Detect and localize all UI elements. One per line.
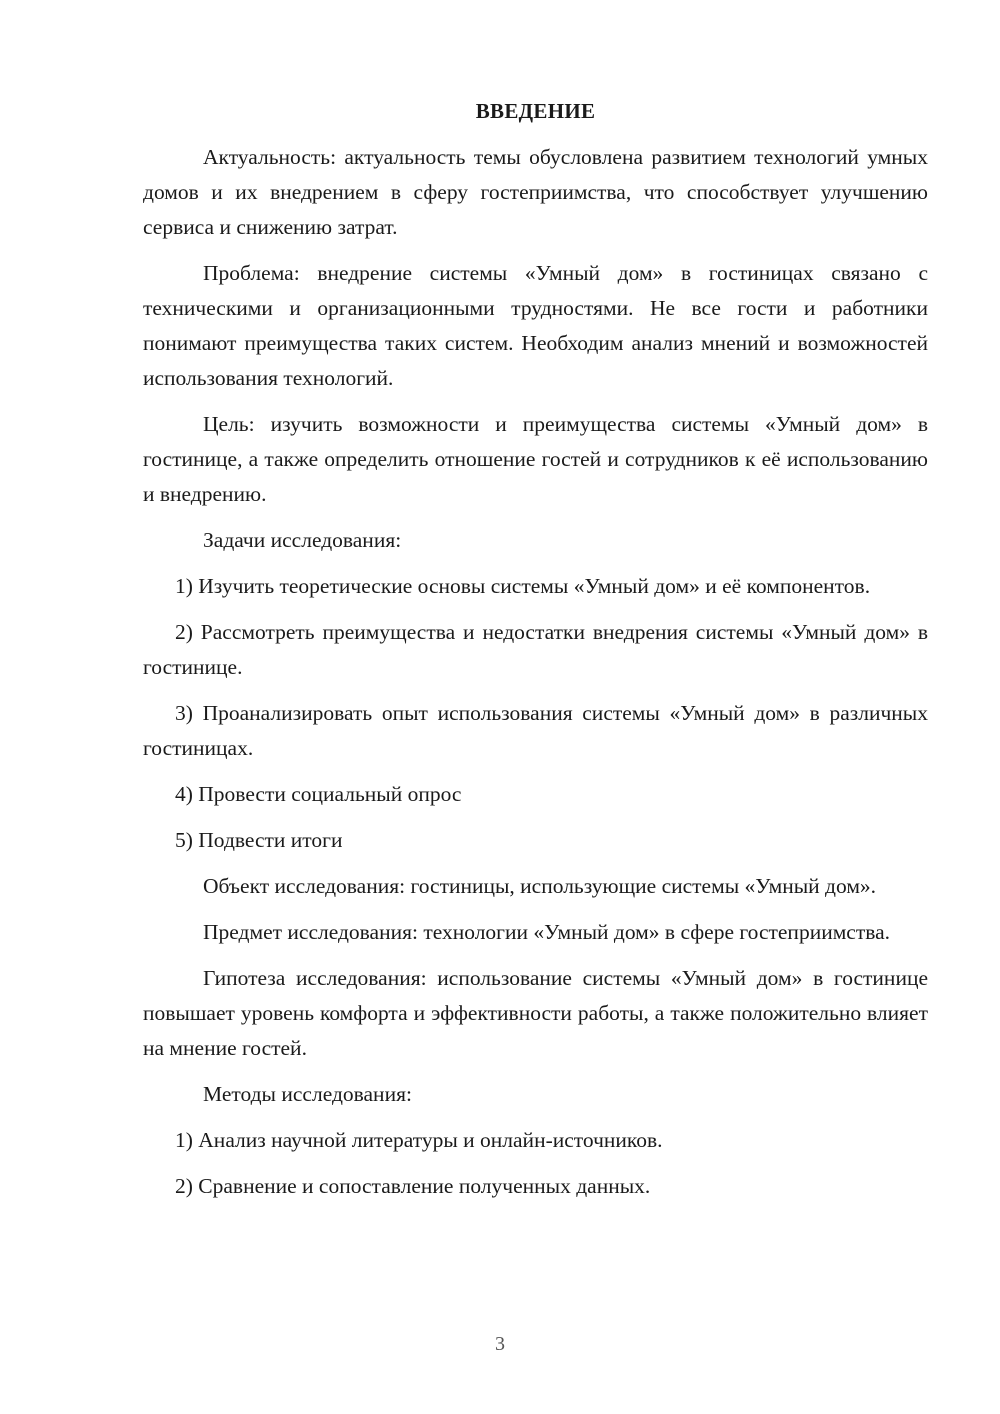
methods-label: Методы исследования: [203,1082,412,1106]
object-paragraph: Объект исследования: гостиницы, использующие системы «Умный дом». [203,874,877,898]
method-item: 2) Сравнение и сопоставление полученных данных. [175,1174,651,1198]
page-number: 3 [495,1333,505,1355]
task-item: 4) Провести социальный опрос [175,782,462,806]
goal-paragraph: Цель: изучить возможности и преимущества системы «Умный дом» в гостинице, а также определить отношение гостей и сотрудников к её использованию и внедрению. [143,412,928,506]
document-page [143,96,928,1215]
task-item: 1) Изучить теоретические основы системы «Умный дом» и её компонентов. [175,574,871,598]
actuality-paragraph: Актуальность: актуальность темы обусловлена развитием технологий умных домов и их внедрением в сферу гостеприимства, что способствует улучшению сервиса и снижению затрат. [143,145,928,239]
hypothesis-paragraph: Гипотеза исследования: использование системы «Умный дом» в гостинице повышает уровень комфорта и эффективности работы, а также положительно влияет на мнение гостей. [143,966,928,1060]
method-item: 1) Анализ научной литературы и онлайн-источников. [175,1128,663,1152]
task-item: 3) Проанализировать опыт использования системы «Умный дом» в различных гостиницах. [143,701,928,760]
subject-paragraph: Предмет исследования: технологии «Умный дом» в сфере гостеприимства. [203,920,891,944]
task-item: 5) Подвести итоги [175,828,343,852]
tasks-label: Задачи исследования: [203,528,402,552]
section-heading: ВВЕДЕНИЕ [475,99,596,123]
task-item: 2) Рассмотреть преимущества и недостатки внедрения системы «Умный дом» в гостинице. [143,620,928,679]
problem-paragraph: Проблема: внедрение системы «Умный дом» в гостиницах связано с техническими и организационными трудностями. Не все гости и работники понимают преимущества таких систем. Необходим анализ мнений и возможностей использования технологий. [143,261,928,390]
